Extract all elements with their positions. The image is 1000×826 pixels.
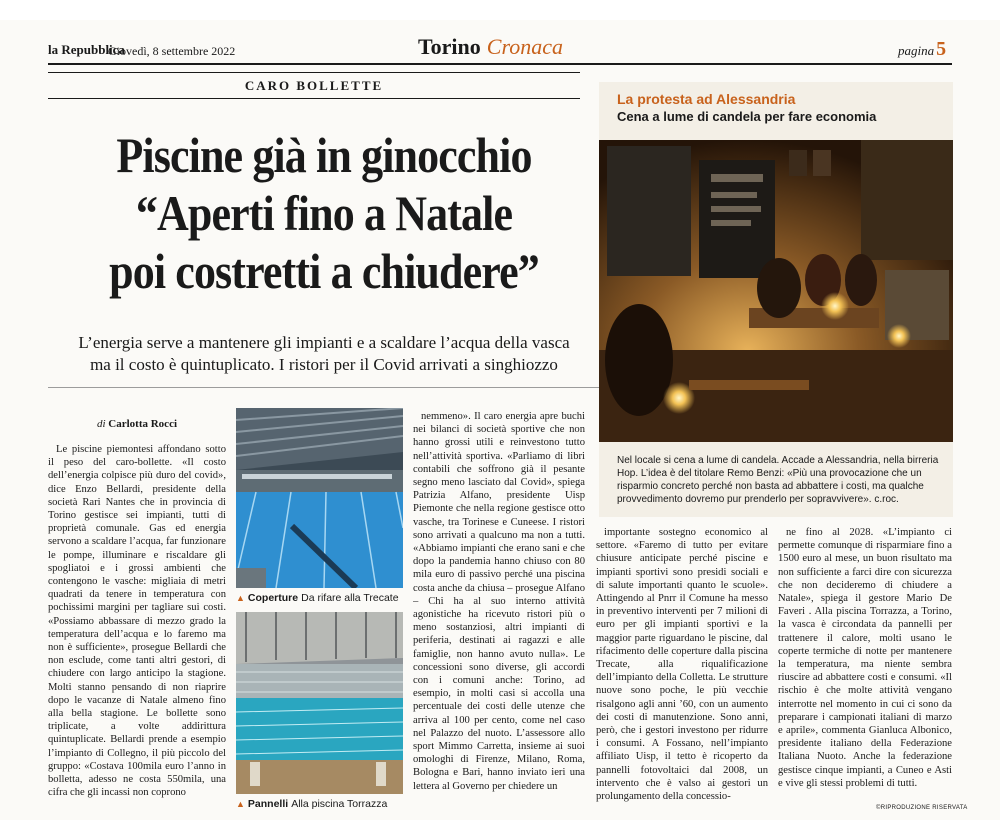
issue-date: Giovedì, 8 settembre 2022: [108, 44, 236, 58]
article-paragraph: Le piscine piemontesi affondano sotto il peso del caro-bollette. «Il costo dell’energia colpisce più duro del covid», dice Enzo Bellardi, presidente della società Rari Nantes che in provincia di Torino gestisce sei impianti, tutti di proprietà comunale. Gas ed energia servono a scaldare l’acqua, far funzionare le pompe, illuminare e riscaldare gli spogliatoi e i grossi ambienti che contengono le vasche: migliaia di metri quadrati da tenere in temperatura con pochissimi margini per tagliare sui costi. «Possiamo abbassare di mezzo grado la temperatura dell’acqua e lo faremo ma non è sufficiente», prosegue Bellardi che non esclude, come tanti altri gestori, di chiudere con largo anticipo la stagione. Molti stanno pensando di non riaprire dopo le vacanze di Natale almeno fino alla bella stagione. Le bollette sono triplicate, a volte addirittura quintuplicate. Bellardi prende a esempio l’impianto di Collegno, il più piccolo del gruppo: «Costava 100mila euro l’anno in bolletta, adesso ne costa 550mila, una cifra che gli incassi non coprono: [48, 444, 226, 799]
header-divider: [48, 63, 952, 65]
author-name: Carlotta Rocci: [108, 418, 178, 430]
article-paragraph: importante sostegno economico al settore. «Faremo di tutto per evitare chiusure anticipate perché piscine e impianti sportivi sono presidi sociali e di salute importanti quanto le scuole». Attingendo al Pnrr il Comune ha messo in preventivo interventi per 7 milioni di euro per gli impianti sportivi e la maggior parte riguardano le piscine, dal rifacimento delle coperture dalla piscina Trecate, alla riqualificazione dell’impianto della Colletta. Le strutture nuove sono poche, le più vecchie risalgono agli anni ’60, con un aumento dei costi di manutenzione. Sono anni, però, che i gestori investono per ridurre i consumi. A Fossano, nell’impianto affiliato Uisp, il tetto è ricoperto da pannelli fotovoltaici dal 2008, un intervento che è valso ai gestori un prolungamento della concessio-: [596, 527, 768, 803]
page-number: [898, 38, 946, 61]
page-label: pagina: [898, 43, 935, 58]
article-column: [596, 526, 768, 813]
article-column: [778, 526, 952, 813]
standfirst: [48, 332, 600, 376]
article-column: [48, 443, 226, 813]
caption-triangle-icon: ▲: [236, 799, 245, 809]
headline-line: Piscine già in ginocchio: [116, 127, 532, 183]
caption-triangle-icon: ▲: [236, 593, 245, 603]
sidebar-box: [599, 82, 953, 517]
kicker: CARO BOLLETTE: [244, 78, 384, 93]
page-number-value: 5: [936, 38, 947, 60]
section-name: Cronaca: [486, 34, 563, 59]
masthead: la Repubblica: [48, 42, 125, 57]
headline: [81, 126, 567, 300]
byline: [48, 418, 226, 430]
caption-text: Alla piscina Torrazza: [291, 798, 388, 810]
kicker-rule-top: [48, 72, 580, 73]
kicker-rule-bottom: [48, 98, 580, 99]
article-paragraph: nemmeno». Il caro energia apre buchi nei bilanci di società sportive che non hanno grossi utili e reinvestono tutto nell’attività sportiva. «Parliamo di libri contabili che soffrono già il pesante segno meno lasciato dal Covid», spiega Patrizia Alfano, presidente Uisp Piemonte che nella regione gestisce otto vasche, tra Torinese e Cuneese. I ristori sono arrivati a qualcuno ma non a tutti. «Abbiamo impianti che erano sani e che dopo la pandemia hanno chiuso con 80 mila euro di passivo perché una piscina costa anche da chiusa – prosegue Alfano – Chi ha al suo interno attività agonistiche ha ricevuto ristori più o meno sostanziosi, altri impianti di periferia, destinati ai ragazzi e alle famiglie, non hanno avuto nulla». Le concessioni sono diverse, gli accordi con i comuni anche: Torino, ad esempio, in molti casi si accolla una percentuale dei costi delle utenze che arriva al 100 per cento, come nel caso nel Palazzo del nuoto. L’assessore allo sport Mimmo Carretta, insieme ai suoi omologhi di Firenze, Milano, Roma, Bologna e Bari, hanno inviato ieri una lettera al Governo per chiedere un: [413, 411, 585, 792]
top-margin: [0, 0, 1000, 20]
section-title: [418, 34, 563, 60]
article-paragraph: ne fino al 2028. «L’impianto ci permette comunque di risparmiare fino a 1500 euro al mese, un buon risultato ma non sufficiente a farci dire con sicurezza che non decideremo di chiudere a Natale», spiega il gestore Mario De Faveri . Alla piscina Torrazza, a Torino, la vasca è circondata da pannelli per trattenere il calore, molti usano le coperte termiche di notte per mantenere la temperatura, ma niente sembra riuscire ad abbattere costi e consumi. «Il rischio è che molte attività vengano interrotte nel momento in cui ci sono da preparare i campionati italiani di marzo e aprile», commenta Gianluca Albonico, presidente italiano della Federazione Italiana Nuoto. Anche la federazione gestisce cinque impianti, a Cuneo e Asti e vive gli stessi problemi di tutti.: [778, 527, 952, 789]
standfirst-line: ma il costo è quintuplicato. I ristori per il Covid arrivati a singhiozzo: [90, 355, 558, 374]
headline-line: “Aperti fino a Natale: [135, 185, 513, 241]
candlelight-restaurant-photo: [599, 140, 953, 442]
sidebar-caption: Nel locale si cena a lume di candela. Accade a Alessandria, nella birreria Hop. L’idea è del titolare Remo Benzi: «Più una provocazione che un risparmio concreto perché non basta ad abbattere i costi, ma qualche provvedimento dovremo pur prenderlo per sopravvivere». c.roc.: [617, 455, 939, 505]
caption-title: Pannelli: [247, 798, 289, 810]
sidebar-label: La protesta ad Alessandria: [617, 91, 796, 107]
outdoor-pool-photo: [236, 612, 403, 794]
article-column: [413, 410, 585, 813]
sidebar-title: Cena a lume di candela per fare economia: [617, 109, 877, 124]
copyright-notice: ©RIPRODUZIONE RISERVATA: [876, 805, 968, 811]
headline-line: poi costretti a chiudere”: [109, 243, 539, 299]
photo-caption: [236, 592, 399, 604]
section-city: Torino: [418, 34, 481, 59]
standfirst-line: L’energia serve a mantenere gli impianti e a scaldare l’acqua della vasca: [78, 333, 570, 352]
bottom-margin: [0, 820, 1000, 826]
caption-title: Coperture: [247, 592, 299, 604]
indoor-pool-photo: [236, 408, 403, 588]
caption-text: Da rifare alla Trecate: [301, 592, 399, 604]
photo-caption: [236, 798, 387, 810]
standfirst-divider: [48, 387, 600, 388]
byline-prefix: di: [96, 418, 106, 430]
